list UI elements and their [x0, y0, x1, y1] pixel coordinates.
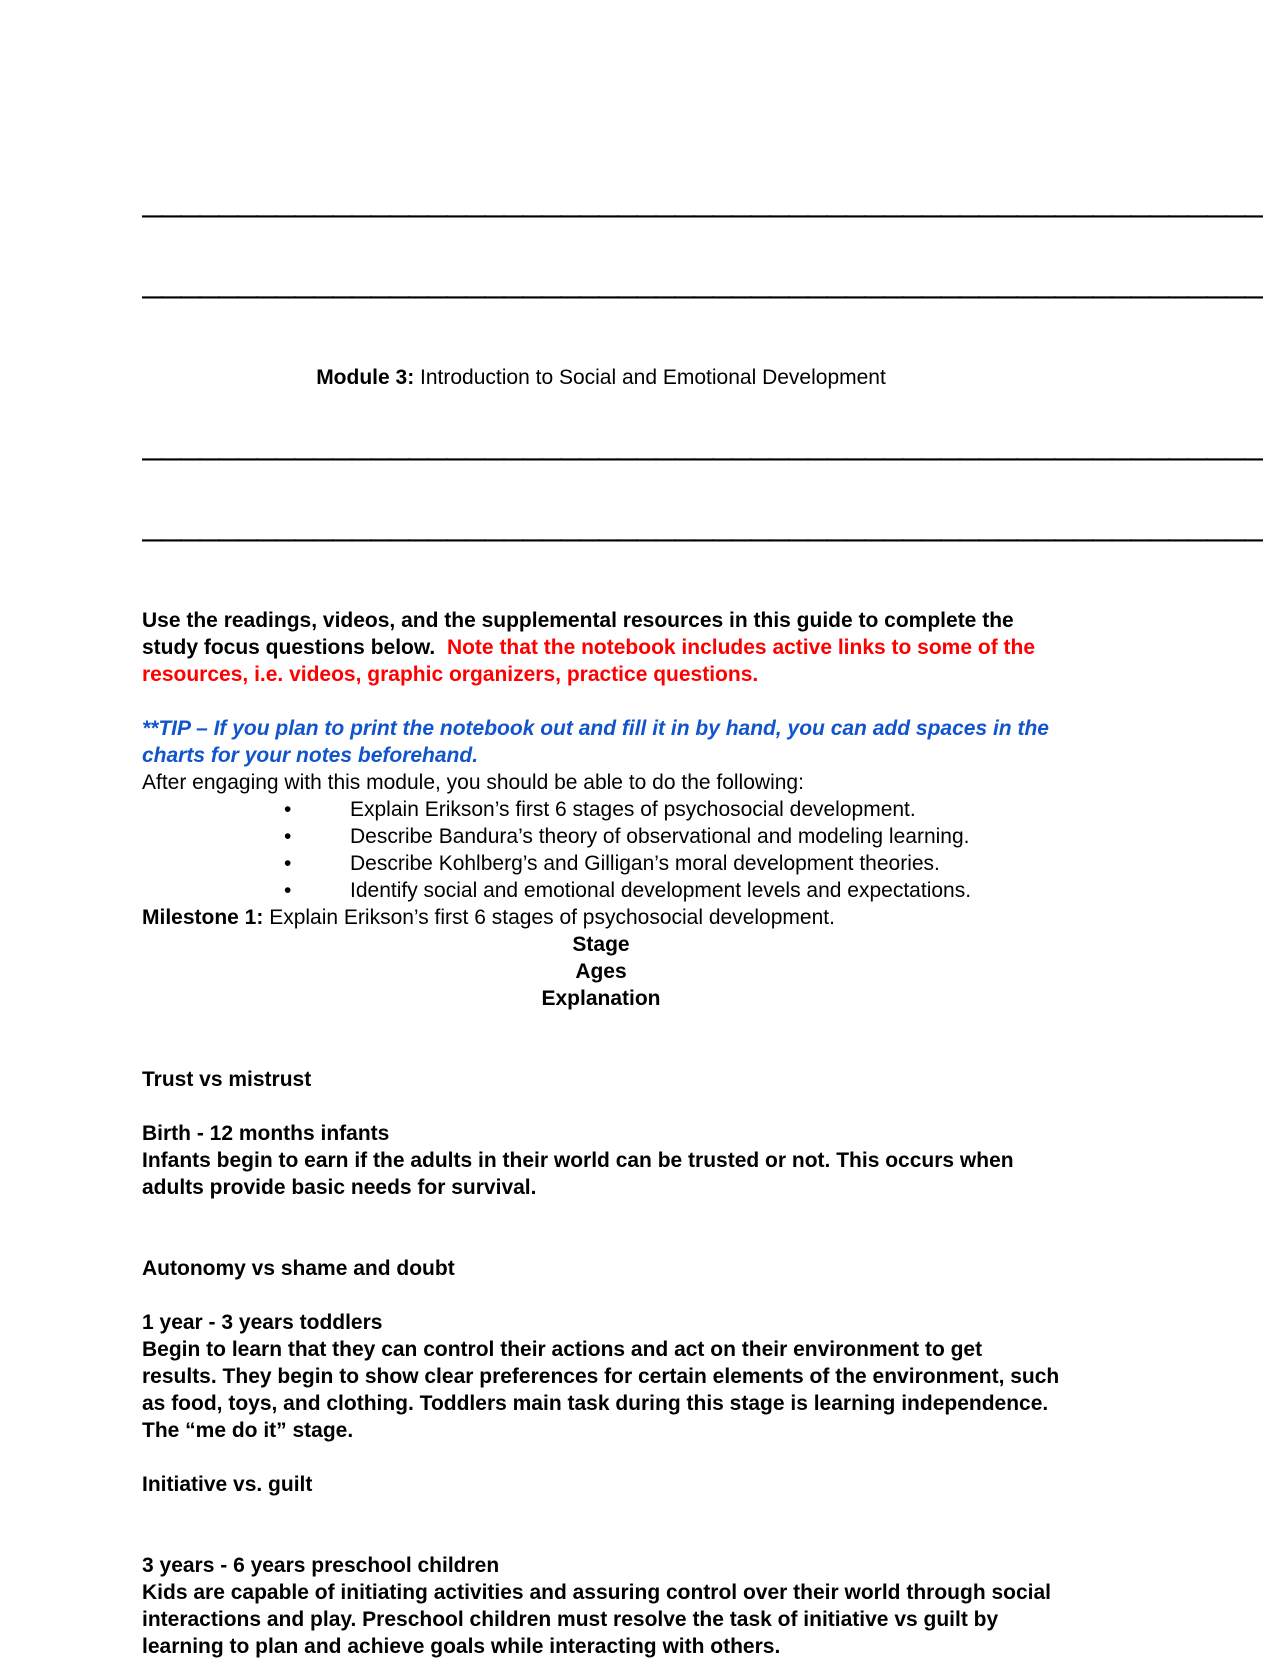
list-item [142, 823, 1060, 850]
list-item [142, 877, 1060, 904]
spacer [142, 688, 1060, 715]
module-title: Introduction to Social and Emotional Development [420, 366, 886, 389]
bottom-divider-line: ——————————————————————————————————————————————————————————— [142, 447, 1263, 470]
spacer [142, 1282, 1060, 1309]
stage-name: Initiative vs. guilt [142, 1473, 313, 1496]
column-header-explanation: Explanation [541, 987, 661, 1010]
stage-ages: 1 year - 3 years toddlers [142, 1311, 383, 1334]
bullet-icon: • [284, 825, 292, 848]
top-divider-line: ——————————————————————————————————————————————————————————— [142, 204, 1263, 227]
bullet-icon: • [284, 852, 292, 875]
stage-ages: Birth - 12 months infants [142, 1122, 390, 1145]
stage-ages: 3 years - 6 years preschool children [142, 1554, 500, 1577]
bottom-divider-tail: ——————————————————————————————————————————————————————————— [142, 528, 1263, 551]
intro-note: Note that the notebook includes active links to some of the resources, i.e. videos, graphic organizers, practice questions. [142, 636, 1036, 686]
top-divider-tail: ——————————————————————————————————————————————————————————— [142, 285, 1263, 308]
bottom-divider [142, 391, 1263, 607]
column-header-stage: Stage [572, 933, 630, 956]
milestone-line [142, 904, 1060, 931]
list-item [142, 796, 1060, 823]
spacer [142, 1444, 1060, 1471]
spacer [142, 1093, 1060, 1120]
module-label: Module 3: [316, 366, 415, 389]
objectives-list [142, 796, 1060, 904]
list-item [142, 850, 1060, 877]
spacer [142, 1012, 1060, 1039]
spacer [142, 1201, 1060, 1228]
objective-text: Describe Bandura’s theory of observational and modeling learning. [350, 825, 970, 848]
bullet-icon: • [284, 879, 292, 902]
objective-text: Identify social and emotional development levels and expectations. [350, 879, 972, 902]
objectives-lead: After engaging with this module, you should be able to do the following: [142, 771, 804, 794]
column-header-ages: Ages [575, 960, 627, 983]
spacer [142, 1039, 1060, 1066]
tip-paragraph: **TIP – If you plan to print the notebook out and fill it in by hand, you can add spaces in the charts for your notes beforehand. [142, 717, 1049, 767]
stage-explanation: Infants begin to earn if the adults in their world can be trusted or not. This occurs when adults provide basic needs for survival. [142, 1149, 1014, 1199]
spacer [142, 1525, 1060, 1552]
milestone-text: Explain Erikson’s first 6 stages of psychosocial development. [269, 906, 835, 929]
stage-explanation: Begin to learn that they can control their actions and act on their environment to get results. They begin to show clear preferences for certain elements of the environment, such as food, toys, and clothing. Toddlers main task during this stage is learning independence. The “me do it” stage. [142, 1338, 1060, 1442]
spacer [142, 1498, 1060, 1525]
milestone-label: Milestone 1: [142, 906, 264, 929]
stage-name: Trust vs mistrust [142, 1068, 312, 1091]
intro-instructions: Use the readings, videos, and the supplemental resources in this guide to complete the study focus questions below. [142, 609, 1014, 659]
stage-name: Autonomy vs shame and doubt [142, 1257, 455, 1280]
bullet-icon: • [284, 798, 292, 821]
document-body [142, 148, 1263, 1660]
spacer [142, 1228, 1060, 1255]
top-divider [142, 148, 1263, 364]
objective-text: Explain Erikson’s first 6 stages of psychosocial development. [350, 798, 916, 821]
module-heading [142, 364, 1060, 391]
stage-explanation: Kids are capable of initiating activities and assuring control over their world through social interactions and play. Preschool children must resolve the task of initiative vs guilt by learning to plan and achieve goals while interacting with others. [142, 1581, 1052, 1658]
intro-paragraph [142, 607, 1060, 688]
objective-text: Describe Kohlberg’s and Gilligan’s moral development theories. [350, 852, 940, 875]
